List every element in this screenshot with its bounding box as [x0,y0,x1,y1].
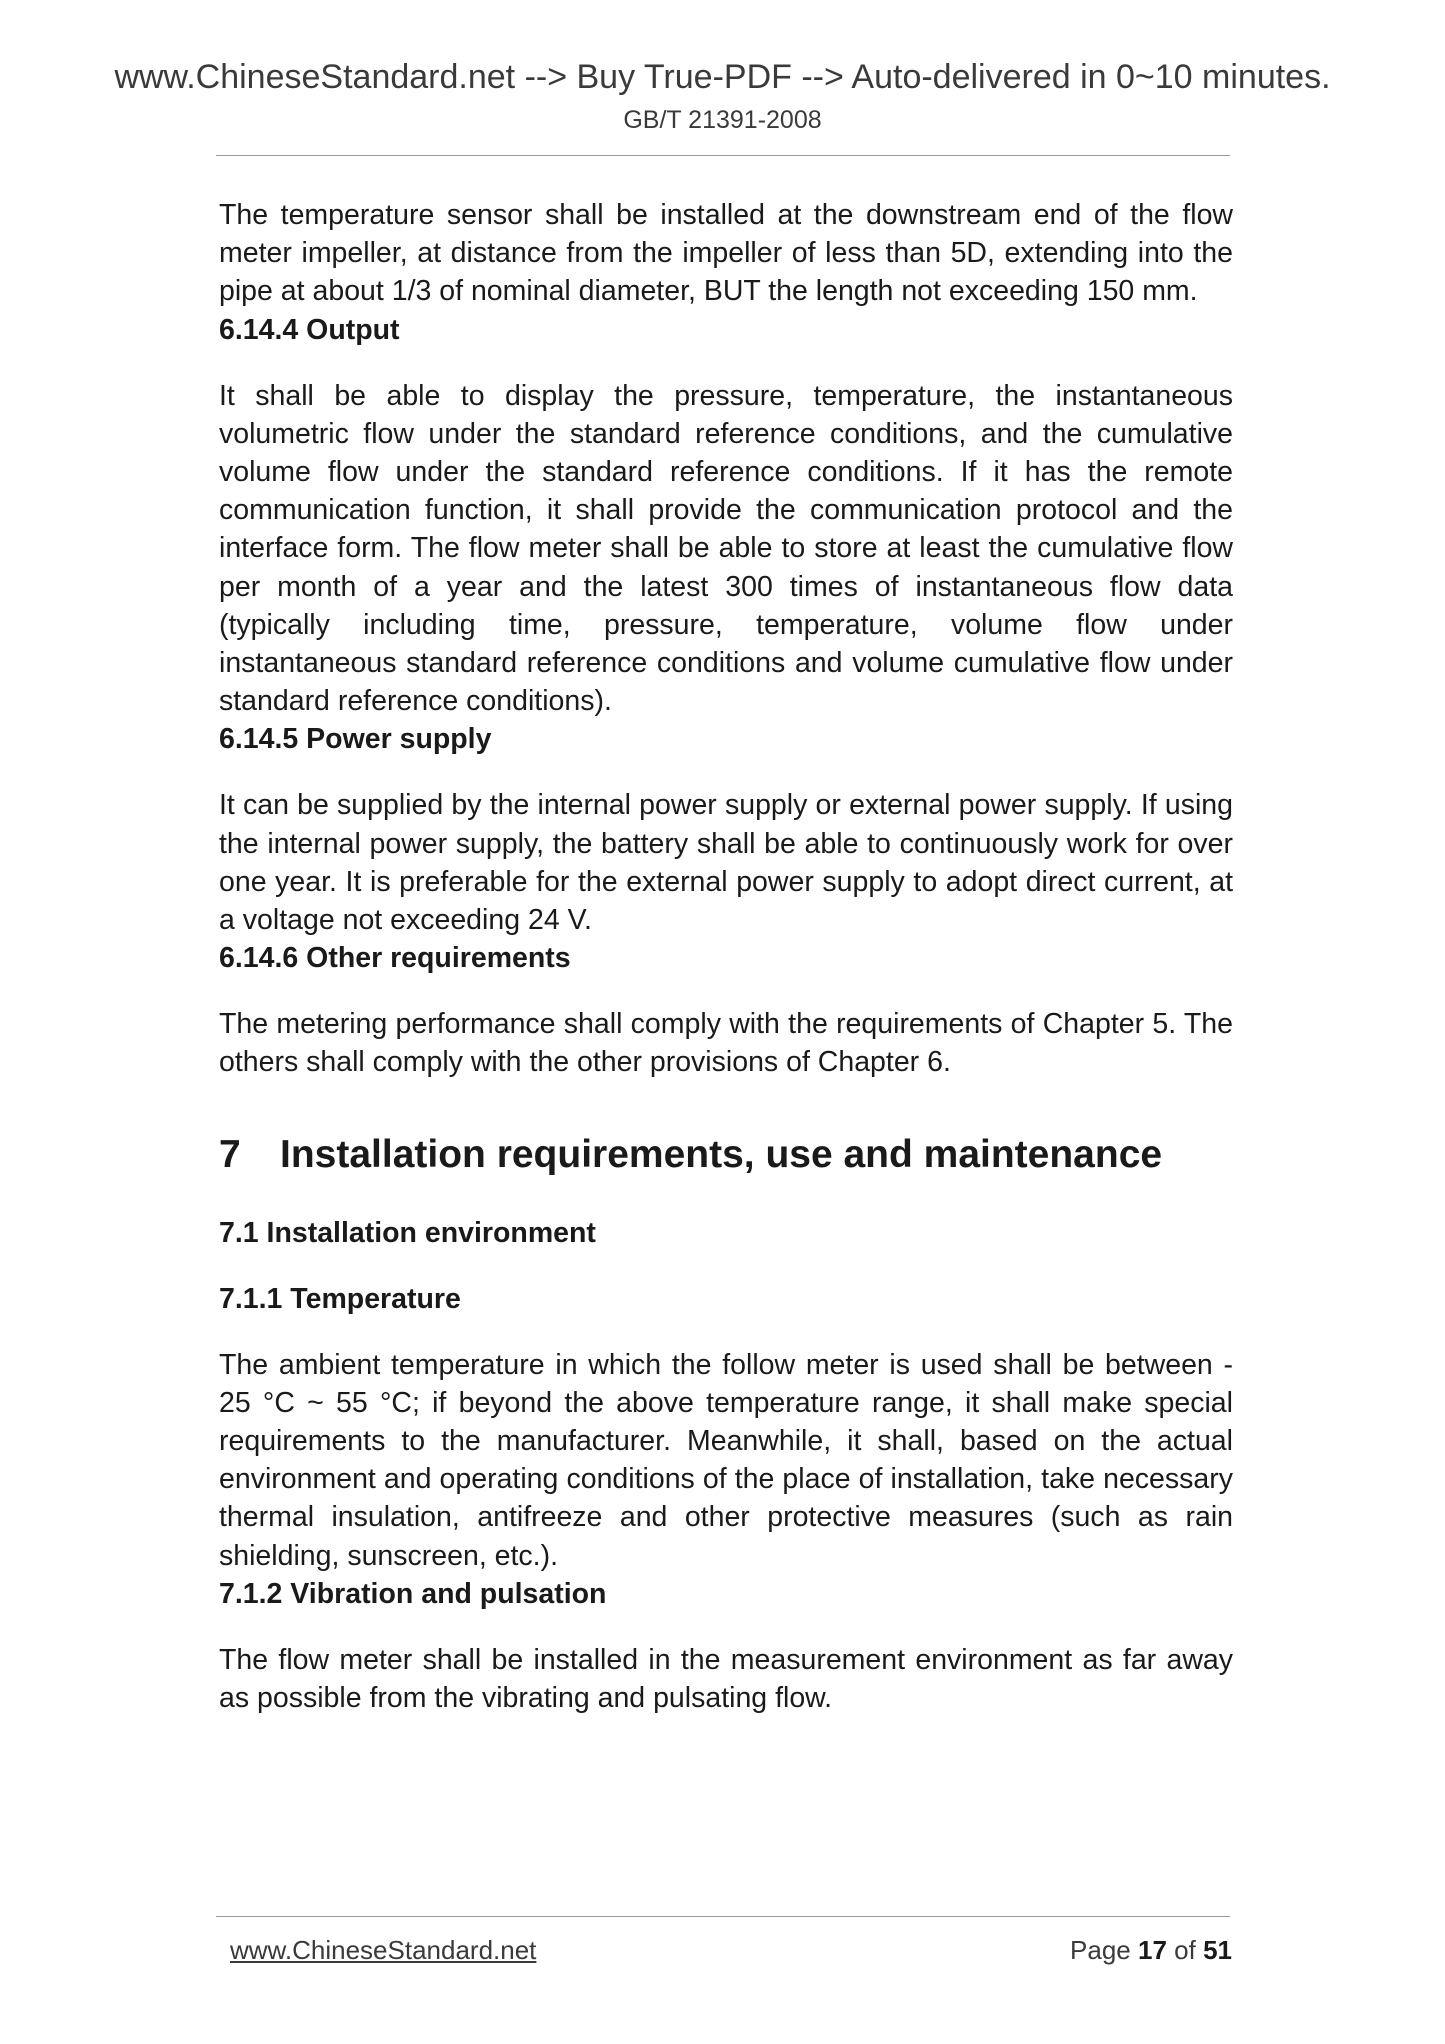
header-divider [216,155,1230,156]
page-current: 17 [1138,1935,1167,1965]
page-label: Page [1070,1935,1131,1965]
heading-7-1: 7.1 Installation environment [219,1216,596,1249]
paragraph-6-14-6: The metering performance shall comply with the requirements of Chapter 5. The others shall comply with the other provisions of Chapter 6. [219,1008,1233,1079]
paragraph-7-1-1: The ambient temperature in which the follow meter is used shall be between - 25 °C ~ 55 °C; if beyond the above temperature range, it shall make special requirements to the manufacturer. Meanwhile, it shall, based on the actual environment and operating conditions of the place of installation, take necessary thermal insulation, antifreeze and other protective measures (such as rain shielding, sunscreen, etc.). [219,1348,1233,1572]
page-total: 51 [1203,1935,1232,1965]
chapter-number: 7 [219,1132,241,1176]
page-of: of [1174,1935,1196,1965]
heading-6-14-6: 6.14.6 Other requirements [219,942,571,975]
standard-code: GB/T 21391-2008 [623,106,822,134]
paragraph-7-1-2: The flow meter shall be installed in the measurement environment as far away as possible from the vibrating and pulsating flow. [219,1643,1233,1715]
heading-6-14-4: 6.14.4 Output [219,313,400,346]
chapter-7-heading [219,1130,1233,1180]
document-body [219,196,1233,1717]
heading-7-1-2: 7.1.2 Vibration and pulsation [219,1577,607,1610]
heading-7-1-1: 7.1.1 Temperature [219,1282,461,1315]
intro-paragraph: The temperature sensor shall be installed at the downstream end of the flow meter impeller, at distance from the impeller of less than 5D, extending into the pipe at about 1/3 of nominal diameter, BUT the length not exceeding 150 mm. [219,199,1233,308]
heading-6-14-5: 6.14.5 Power supply [219,723,492,756]
chapter-title: Installation requirements, use and maintenance [280,1132,1163,1176]
footer-divider [216,1916,1230,1917]
paragraph-6-14-4: It shall be able to display the pressure, temperature, the instantaneous volumetric flow under the standard reference conditions, and the cumulative volume flow under the standard reference conditions. If it has the remote communication function, it shall provide the communication protocol and the interface form. The flow meter shall be able to store at least the cumulative flow per month of a year and the latest 300 times of instantaneous flow data (typically including time, pressure, temperature, volume flow under instantaneous standard reference conditions and volume cumulative flow under standard reference conditions). [219,379,1233,718]
paragraph-6-14-5: It can be supplied by the internal power supply or external power supply. If using the internal power supply, the battery shall be able to continuously work for over one year. It is preferable for the external power supply to adopt direct current, at a voltage not exceeding 24 V. [219,789,1233,937]
page-indicator [1070,1935,1232,1966]
header-banner: www.ChineseStandard.net --> Buy True-PDF --> Auto-delivered in 0~10 minutes. [114,58,1331,96]
footer-site-link[interactable]: www.ChineseStandard.net [230,1935,537,1965]
